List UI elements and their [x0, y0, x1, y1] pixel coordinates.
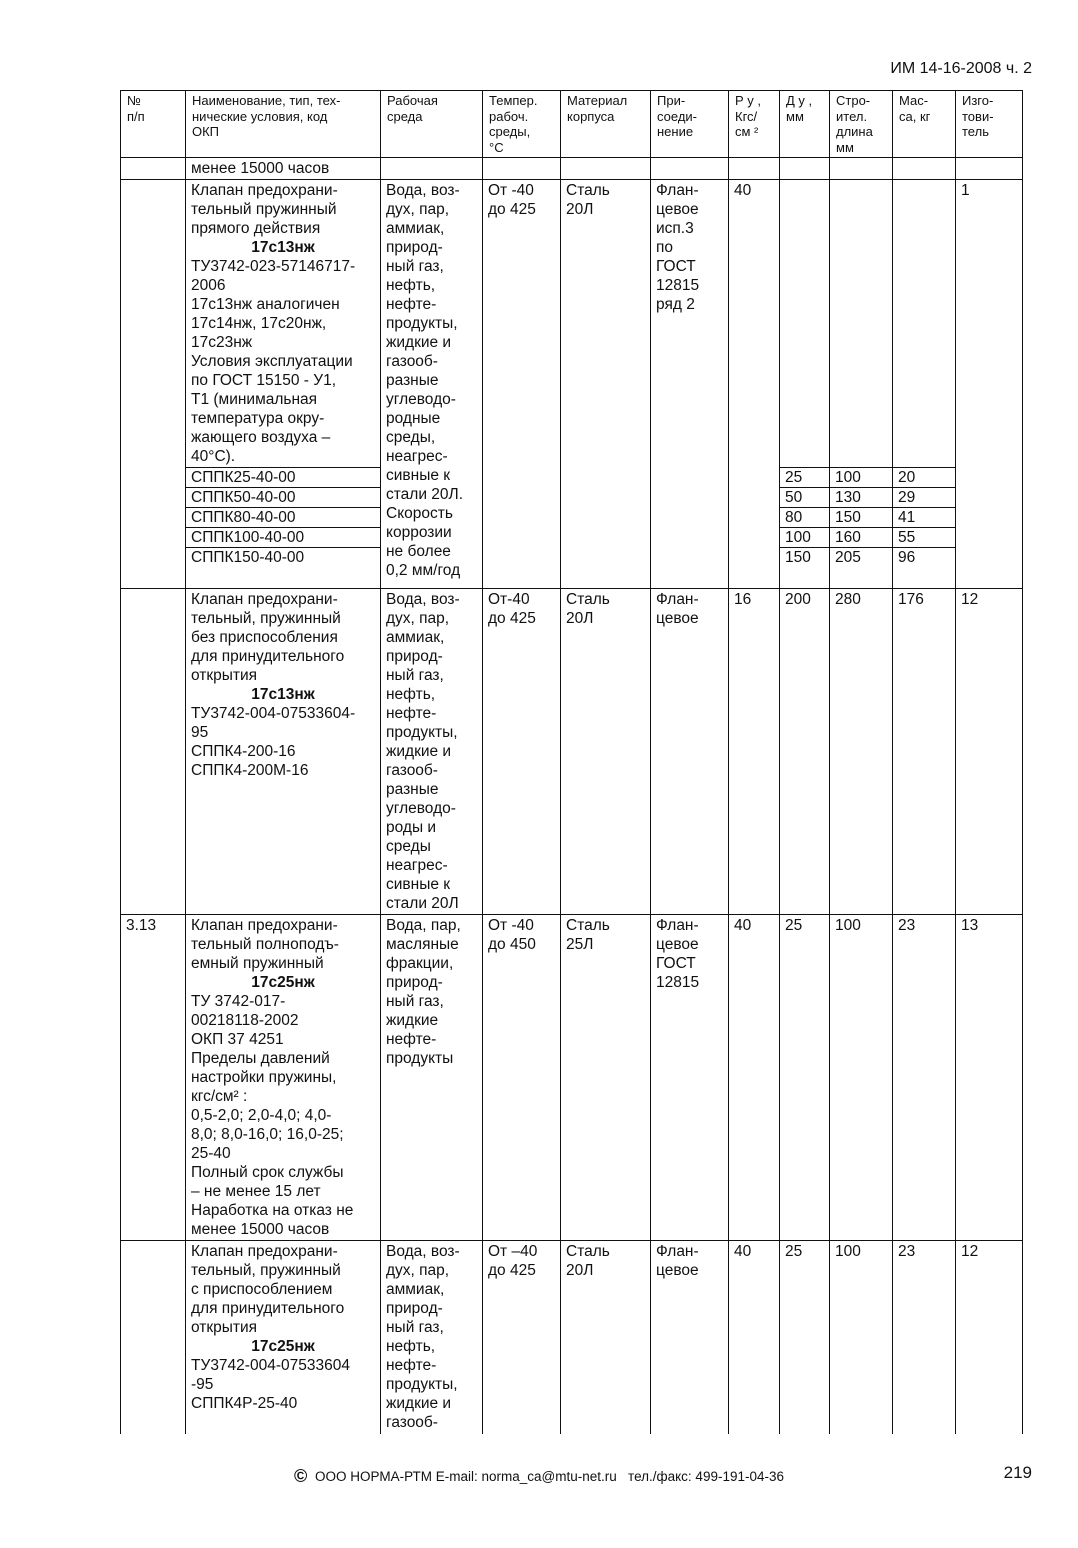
medium-cell: Вода, воз- дух, пар, аммиак, природ- ный газ, нефть, нефте- продукты, жидкие и газооб- разные углеводо- роды и среды неагрес- сивные к стали 20Л: [381, 589, 483, 915]
model-item: СППК50-40-00: [186, 488, 380, 508]
table-header-row: [121, 91, 1023, 158]
page-footer: [0, 1466, 1078, 1487]
dn-cell: 200: [780, 589, 830, 915]
header-temp: Темпер. рабоч. среды, °С: [483, 91, 561, 158]
model-code: 17с13нж: [251, 239, 315, 256]
material-cell: Сталь 20Л: [561, 180, 651, 589]
medium-cell: Вода, пар, масляные фракции, природ- ный газ, жидкие нефте- продукты: [381, 915, 483, 1241]
model-code: 17с13нж: [251, 686, 315, 703]
connection-cell: Флан- цевое: [651, 1241, 729, 1435]
header-material: Материал корпуса: [561, 91, 651, 158]
material-cell: Сталь 20Л: [561, 589, 651, 915]
model-item: СППК100-40-00: [186, 528, 380, 548]
length-cell: 280: [830, 589, 893, 915]
model-code: 17с25нж: [251, 974, 315, 991]
connection-cell: Флан- цевое ГОСТ 12815: [651, 915, 729, 1241]
connection-cell: Флан- цевое исп.3 по ГОСТ 12815 ряд 2: [651, 180, 729, 589]
footer-contact: ООО НОРМА-РТМ E-mail: norma_ca@mtu-net.ru тел./факс: 499-191-04-36: [315, 1469, 784, 1484]
pressure-cell: 16: [729, 589, 780, 915]
header-maker: Изго- тови- тель: [956, 91, 1023, 158]
model-list: [186, 467, 380, 588]
temp-cell: От –40 до 425: [483, 1241, 561, 1435]
temp-cell: От -40 до 450: [483, 915, 561, 1241]
header-mass: Мас- са, кг: [893, 91, 956, 158]
model-item: СППК25-40-00: [186, 468, 380, 488]
medium-cell: Вода, воз- дух, пар, аммиак, природ- ный газ, нефть, нефте- продукты, жидкие и газооб-: [381, 1241, 483, 1435]
name-cell: Клапан предохрани- тельный, пружинный без приспособления для принудительного открытия 17с13нж ТУ3742-004-07533604- 95 СППК4-200-16 СППК4-200М-16: [186, 589, 381, 915]
name-cell: Клапан предохрани- тельный пружинный прямого действия 17с13нж ТУ3742-023-57146717- 2006 17с13нж аналогичен 17с14нж, 17с20нж, 17с23нж Условия эксплуатации по ГОСТ 15150 - У1, Т1 (минимальная температура окру- жающего воздуха – 40°С). СППК25-40-00 СППК50-40-00 СППК80-40-00 СППК100-40-00 СППК150-40-00: [186, 180, 381, 589]
material-cell: Сталь 20Л: [561, 1241, 651, 1435]
model-item: СППК150-40-00: [186, 548, 380, 589]
header-name: Наименование, тип, тех- нические условия, код ОКП: [186, 91, 381, 158]
header-medium: Рабочая среда: [381, 91, 483, 158]
document-code: ИМ 14-16-2008 ч. 2: [890, 60, 1032, 77]
pressure-cell: 40: [729, 180, 780, 589]
medium-cell: Вода, воз- дух, пар, аммиак, природ- ный газ, нефть, нефте- продукты, жидкие и газооб- разные углеводо- родные среды, неагрес- сивные к стали 20Л. Скорость коррозии не более 0,2 мм/год: [381, 180, 483, 589]
temp-cell: От-40 до 425: [483, 589, 561, 915]
name-cell: Клапан предохрани- тельный полноподъ- емный пружинный 17с25нж ТУ 3742-017- 00218118-2002 ОКП 37 4251 Пределы давлений настройки пружины, кгс/см² : 0,5-2,0; 2,0-4,0; 4,0- 8,0; 8,0-16,0; 16,0-25; 25-40 Полный срок службы – не менее 15 лет Наработка на отказ не менее 15000 часов: [186, 915, 381, 1241]
header-connection: При- соеди- нение: [651, 91, 729, 158]
page-number: 219: [1003, 1463, 1032, 1482]
table-row: [121, 915, 1023, 1241]
header-dn: Д у , мм: [780, 91, 830, 158]
mass-cell: 23: [893, 1241, 956, 1435]
table-row: [121, 180, 1023, 589]
temp-cell: От -40 до 425: [483, 180, 561, 589]
header-pressure: Р у , Кгс/ см ²: [729, 91, 780, 158]
length-cell: 100: [830, 1241, 893, 1435]
maker-cell: 1: [956, 180, 1023, 589]
model-code: 17с25нж: [251, 1338, 315, 1355]
carry-text: менее 15000 часов: [186, 158, 381, 180]
mass-cell: 20 29 41 55 96: [893, 180, 956, 589]
maker-cell: 13: [956, 915, 1023, 1241]
header-length: Стро- ител. длина мм: [830, 91, 893, 158]
valves-table: [120, 90, 1023, 1434]
dn-cell: 25 50 80 100 150: [780, 180, 830, 589]
pressure-cell: 40: [729, 915, 780, 1241]
pressure-cell: 40: [729, 1241, 780, 1435]
header-num: № п/п: [121, 91, 186, 158]
connection-cell: Флан- цевое: [651, 589, 729, 915]
dn-cell: 25: [780, 1241, 830, 1435]
mass-cell: 176: [893, 589, 956, 915]
row-number: 3.13: [121, 915, 186, 1241]
mass-cell: 23: [893, 915, 956, 1241]
length-cell: 100: [830, 915, 893, 1241]
copyright-icon: ©: [294, 1466, 308, 1486]
name-cell: Клапан предохрани- тельный, пружинный с приспособлением для принудительного открытия 17с25нж ТУ3742-004-07533604 -95 СППК4Р-25-40: [186, 1241, 381, 1435]
table-row-carry: [121, 158, 1023, 180]
length-cell: 100 130 150 160 205: [830, 180, 893, 589]
material-cell: Сталь 25Л: [561, 915, 651, 1241]
maker-cell: 12: [956, 589, 1023, 915]
model-item: СППК80-40-00: [186, 508, 380, 528]
table-row: [121, 589, 1023, 915]
table-row: [121, 1241, 1023, 1435]
maker-cell: 12: [956, 1241, 1023, 1435]
dn-cell: 25: [780, 915, 830, 1241]
